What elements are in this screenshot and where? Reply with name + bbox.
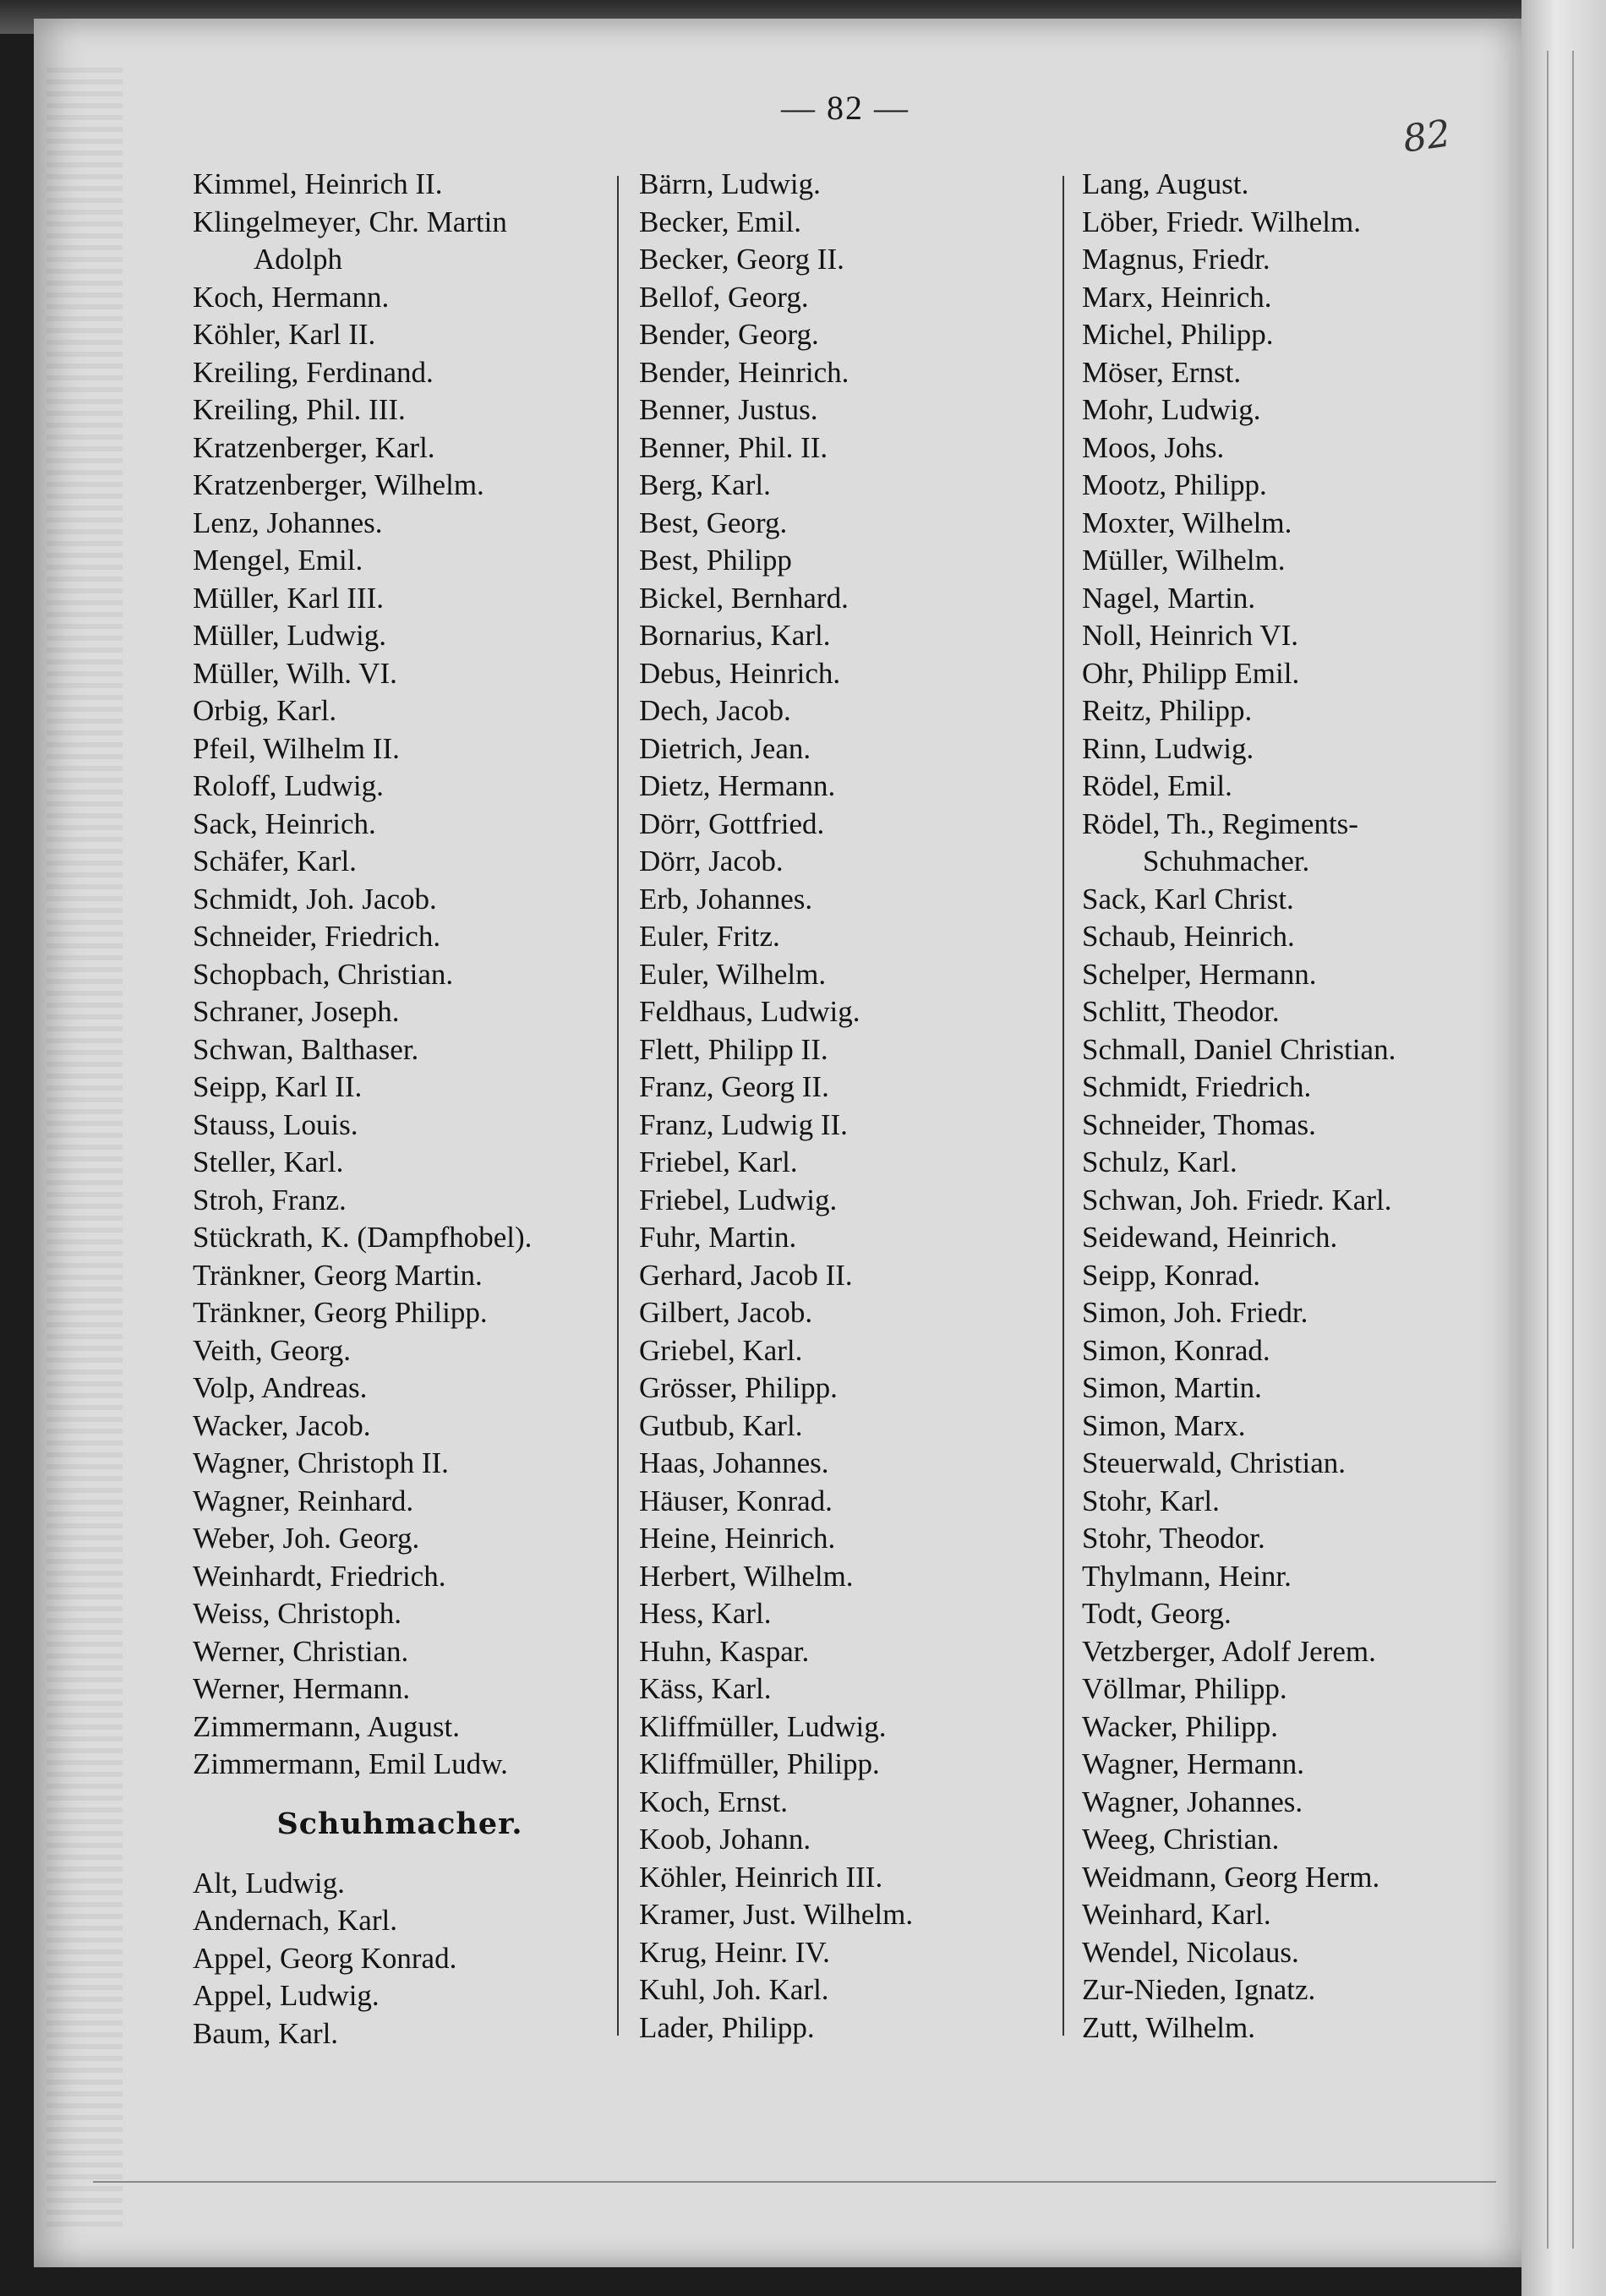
name-entry: Euler, Fritz. [639, 920, 780, 953]
handwritten-page-number: 82 [1400, 112, 1454, 161]
name-entry: Müller, Wilhelm. [1082, 544, 1286, 577]
name-entry: Wagner, Johannes. [1082, 1785, 1303, 1818]
name-entry: Moxter, Wilhelm. [1082, 506, 1292, 539]
name-entry: Ohr, Philipp Emil. [1082, 656, 1300, 690]
name-entry: Kreiling, Phil. III. [193, 393, 406, 426]
name-entry: Schraner, Joseph. [193, 995, 400, 1028]
page-number: — 82 — [781, 89, 910, 127]
name-entry: Seipp, Konrad. [1082, 1258, 1260, 1292]
name-entry: Euler, Wilhelm. [639, 957, 827, 991]
name-entry: Völlmar, Philipp. [1082, 1672, 1287, 1705]
name-entry: Roloff, Ludwig. [193, 769, 384, 802]
name-entry: Baum, Karl. [193, 2016, 339, 2050]
section-heading: Schuhmacher. [276, 1806, 523, 1841]
name-entry: Kramer, Just. Wilhelm. [639, 1898, 914, 1931]
name-entry: Lang, August. [1082, 167, 1249, 200]
name-entry: Zimmermann, August. [193, 1709, 460, 1743]
name-entry: Sack, Karl Christ. [1082, 882, 1294, 916]
name-entry: Möser, Ernst. [1082, 355, 1242, 389]
name-entry: Schulz, Karl. [1082, 1145, 1237, 1178]
name-entry: Wendel, Nicolaus. [1082, 1935, 1299, 1969]
name-entry: Kuhl, Joh. Karl. [639, 1973, 829, 2006]
name-entry: Haas, Johannes. [639, 1446, 829, 1479]
name-entry: Moos, Johs. [1082, 430, 1225, 464]
name-entry-continuation: Adolph [254, 243, 342, 276]
name-entry: Marx, Heinrich. [1082, 280, 1272, 314]
name-entry: Löber, Friedr. Wilhelm. [1082, 205, 1361, 238]
name-entry: Simon, Martin. [1082, 1371, 1262, 1404]
name-entry: Debus, Heinrich. [639, 656, 841, 690]
name-entry: Stauss, Louis. [193, 1107, 358, 1141]
name-entry: Michel, Philipp. [1082, 318, 1274, 351]
name-entry: Schaub, Heinrich. [1082, 920, 1295, 953]
name-entry: Kratzenberger, Karl. [193, 430, 435, 464]
column-divider [617, 176, 619, 2036]
name-entry: Wacker, Philipp. [1082, 1709, 1278, 1743]
name-entry: Bender, Heinrich. [639, 355, 849, 389]
name-entry: Schneider, Thomas. [1082, 1107, 1316, 1141]
name-entry: Zimmermann, Emil Ludw. [193, 1747, 508, 1780]
name-entry: Huhn, Kaspar. [639, 1634, 810, 1668]
name-entry: Dörr, Gottfried. [639, 806, 825, 840]
name-entry: Sack, Heinrich. [193, 806, 376, 840]
name-entry: Köhler, Karl II. [193, 318, 376, 351]
column-divider [1062, 176, 1064, 2036]
name-entry: Wagner, Reinhard. [193, 1484, 414, 1517]
name-entry: Kliffmüller, Ludwig. [639, 1709, 887, 1743]
name-entry: Mengel, Emil. [193, 544, 363, 577]
name-entry: Schäfer, Karl. [193, 845, 357, 877]
name-entry: Appel, Ludwig. [193, 1979, 380, 2012]
name-entry: Schlitt, Theodor. [1082, 995, 1280, 1028]
name-entry: Kreiling, Ferdinand. [193, 355, 434, 389]
name-entry: Wagner, Christoph II. [193, 1446, 449, 1479]
name-entry: Gutbub, Karl. [639, 1408, 803, 1442]
name-entry: Weinhardt, Friedrich. [193, 1559, 446, 1593]
name-entry: Becker, Georg II. [639, 243, 844, 276]
name-entry: Berg, Karl. [639, 468, 771, 501]
name-entry: Volp, Andreas. [193, 1371, 368, 1404]
name-entry: Franz, Ludwig II. [639, 1107, 848, 1141]
name-entry: Simon, Marx. [1082, 1408, 1246, 1442]
name-entry: Griebel, Karl. [639, 1333, 803, 1367]
name-entry: Noll, Heinrich VI. [1082, 619, 1298, 652]
name-entry: Weinhard, Karl. [1082, 1898, 1271, 1931]
name-entry: Schneider, Friedrich. [193, 920, 441, 953]
name-entry: Becker, Emil. [639, 205, 802, 238]
name-entry: Schopbach, Christian. [193, 957, 454, 991]
page-bottom-rule [93, 2181, 1496, 2183]
name-entry: Werner, Hermann. [193, 1672, 411, 1705]
name-entry: Benner, Justus. [639, 393, 818, 426]
name-entry: Lader, Philipp. [639, 2010, 815, 2044]
next-page-edge [1521, 0, 1606, 2296]
name-entry: Dietz, Hermann. [639, 769, 836, 802]
name-entry: Friebel, Ludwig. [639, 1183, 838, 1216]
name-entry: Seipp, Karl II. [193, 1070, 363, 1103]
name-entry: Feldhaus, Ludwig. [639, 995, 860, 1028]
name-entry: Bickel, Bernhard. [639, 581, 849, 615]
name-entry: Koob, Johann. [639, 1823, 811, 1856]
name-entry: Heine, Heinrich. [639, 1522, 836, 1555]
name-column-2 [639, 166, 1053, 2047]
name-entry: Bornarius, Karl. [639, 619, 831, 652]
name-entry: Weber, Joh. Georg. [193, 1522, 420, 1555]
name-entry: Müller, Wilh. VI. [193, 656, 397, 690]
name-entry: Wagner, Hermann. [1082, 1747, 1305, 1780]
name-entry: Erb, Johannes. [639, 882, 813, 916]
name-entry: Bender, Georg. [639, 318, 819, 351]
name-entry: Best, Philipp [639, 544, 792, 577]
name-entry: Häuser, Konrad. [639, 1484, 833, 1517]
binding-shadow [46, 68, 123, 2232]
name-entry: Rödel, Th., Regiments- [1082, 806, 1358, 840]
name-column-1 [193, 166, 607, 2053]
name-entry: Werner, Christian. [193, 1634, 409, 1668]
name-entry: Schelper, Hermann. [1082, 957, 1317, 991]
name-entry: Schmidt, Joh. Jacob. [193, 882, 437, 916]
name-entry: Stohr, Karl. [1082, 1484, 1220, 1517]
name-entry: Vetzberger, Adolf Jerem. [1082, 1634, 1376, 1668]
name-entry: Flett, Philipp II. [639, 1032, 828, 1066]
name-entry: Köhler, Heinrich III. [639, 1860, 883, 1894]
name-entry: Weeg, Christian. [1082, 1823, 1280, 1856]
name-entry: Bellof, Georg. [639, 280, 809, 314]
name-entry: Zur-Nieden, Ignatz. [1082, 1973, 1316, 2006]
page-edge-line [1547, 51, 1549, 2249]
name-entry: Kratzenberger, Wilhelm. [193, 468, 484, 501]
name-entry: Herbert, Wilhelm. [639, 1559, 854, 1593]
name-entry: Dörr, Jacob. [639, 845, 784, 877]
name-entry: Mootz, Philipp. [1082, 468, 1267, 501]
name-entry: Mohr, Ludwig. [1082, 393, 1261, 426]
name-entry: Gerhard, Jacob II. [639, 1258, 853, 1292]
name-entry: Müller, Ludwig. [193, 619, 386, 652]
name-entry: Best, Georg. [639, 506, 788, 539]
page-edge-line [1572, 51, 1574, 2249]
name-entry: Weiss, Christoph. [193, 1597, 402, 1630]
name-entry: Friebel, Karl. [639, 1145, 798, 1178]
name-entry: Weidmann, Georg Herm. [1082, 1860, 1380, 1894]
name-entry: Dech, Jacob. [639, 694, 791, 727]
name-entry-continuation: Schuhmacher. [1143, 845, 1310, 877]
name-entry: Hess, Karl. [639, 1597, 772, 1630]
name-entry: Tränkner, Georg Martin. [193, 1258, 483, 1292]
name-entry: Schmidt, Friedrich. [1082, 1070, 1312, 1103]
name-entry: Schmall, Daniel Christian. [1082, 1032, 1396, 1066]
name-entry: Magnus, Friedr. [1082, 243, 1270, 276]
name-entry: Veith, Georg. [193, 1333, 351, 1367]
name-column-3 [1082, 166, 1505, 2047]
name-entry: Stückrath, K. (Dampfhobel). [193, 1221, 533, 1254]
name-entry: Tränkner, Georg Philipp. [193, 1296, 488, 1329]
name-entry: Steuerwald, Christian. [1082, 1446, 1347, 1479]
name-entry: Rinn, Ludwig. [1082, 731, 1254, 765]
name-entry: Andernach, Karl. [193, 1904, 397, 1937]
name-entry: Stohr, Theodor. [1082, 1522, 1265, 1555]
name-entry: Seidewand, Heinrich. [1082, 1221, 1338, 1254]
name-entry: Lenz, Johannes. [193, 506, 383, 539]
name-entry: Reitz, Philipp. [1082, 694, 1253, 727]
name-entry: Krug, Heinr. IV. [639, 1935, 830, 1969]
name-entry: Klingelmeyer, Chr. Martin [193, 205, 507, 238]
name-entry: Bärrn, Ludwig. [639, 167, 821, 200]
name-entry: Simon, Joh. Friedr. [1082, 1296, 1308, 1329]
name-entry: Pfeil, Wilhelm II. [193, 731, 400, 765]
name-entry: Simon, Konrad. [1082, 1333, 1270, 1367]
name-entry: Thylmann, Heinr. [1082, 1559, 1292, 1593]
name-entry: Steller, Karl. [193, 1145, 344, 1178]
name-entry: Rödel, Emil. [1082, 769, 1232, 802]
name-entry: Müller, Karl III. [193, 581, 385, 615]
name-entry: Stroh, Franz. [193, 1183, 347, 1216]
name-entry: Kliffmüller, Philipp. [639, 1747, 880, 1780]
name-entry: Wacker, Jacob. [193, 1408, 371, 1442]
name-entry: Zutt, Wilhelm. [1082, 2010, 1256, 2044]
name-entry: Dietrich, Jean. [639, 731, 811, 765]
name-entry: Alt, Ludwig. [193, 1866, 345, 1900]
name-entry: Kimmel, Heinrich II. [193, 167, 443, 200]
name-entry: Koch, Ernst. [639, 1785, 788, 1818]
name-entry: Appel, Georg Konrad. [193, 1941, 457, 1975]
name-entry: Schwan, Balthaser. [193, 1032, 419, 1066]
name-entry: Nagel, Martin. [1082, 581, 1256, 615]
name-entry: Schwan, Joh. Friedr. Karl. [1082, 1183, 1392, 1216]
name-entry: Koch, Hermann. [193, 280, 390, 314]
name-entry: Gilbert, Jacob. [639, 1296, 813, 1329]
name-entry: Franz, Georg II. [639, 1070, 829, 1103]
name-entry: Grösser, Philipp. [639, 1371, 838, 1404]
name-entry: Orbig, Karl. [193, 694, 337, 727]
name-entry: Todt, Georg. [1082, 1597, 1232, 1630]
name-entry: Fuhr, Martin. [639, 1221, 797, 1254]
name-entry: Käss, Karl. [639, 1672, 772, 1705]
name-entry: Benner, Phil. II. [639, 430, 828, 464]
